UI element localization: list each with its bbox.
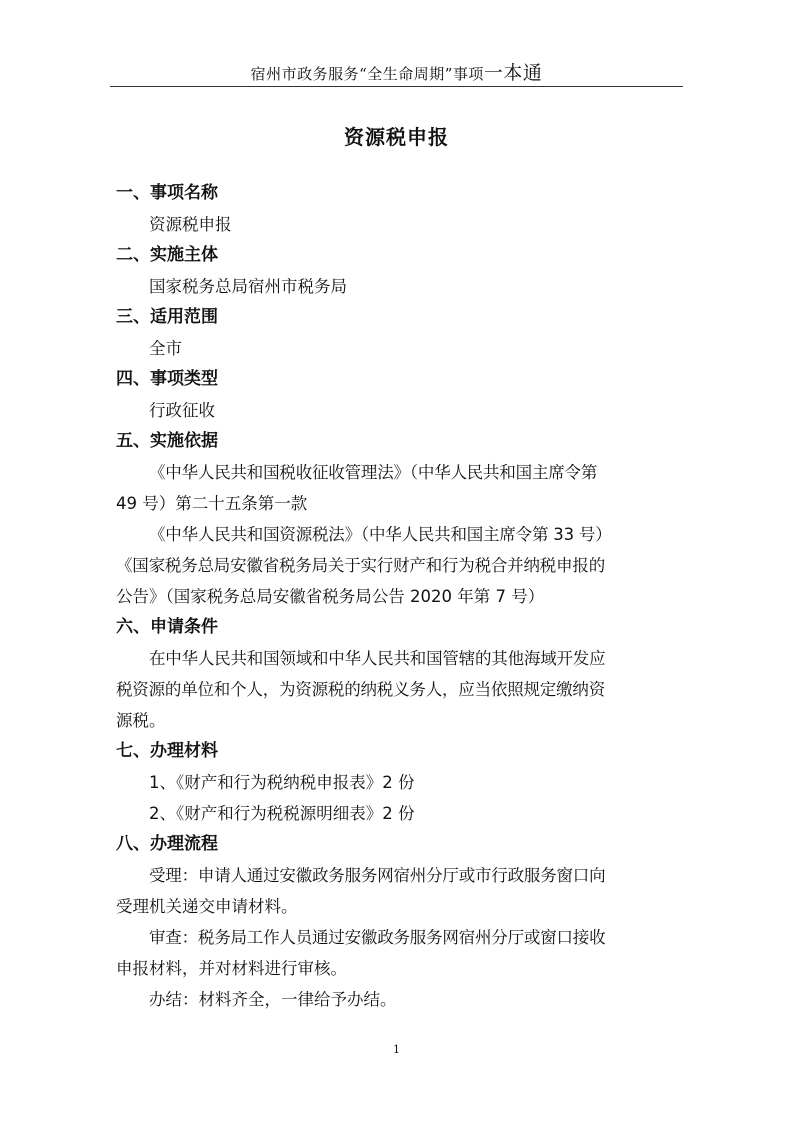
section-text: 办结：材料齐全，一律给予办结。: [149, 990, 397, 1009]
header-rule: [110, 86, 683, 87]
section-heading: 三、适用范围: [116, 307, 218, 327]
section-text: 受理：申请人通过安徽政务服务网宿州分厅或市行政服务窗口向: [149, 866, 606, 885]
section-text: 《中华人民共和国税收征收管理法》（中华人民共和国主席令第: [149, 463, 598, 482]
header-text-emphasis: 一本通: [483, 62, 543, 84]
header-text: 宿州市政务服务“全生命周期”事项: [250, 65, 484, 83]
section-heading: 二、实施主体: [116, 245, 218, 265]
section-text: 49 号）第二十五条第一款: [116, 494, 308, 513]
material-item: 2、《财产和行为税税源明细表》2 份: [149, 804, 415, 823]
section-text: 全市: [149, 339, 182, 358]
section-heading: 七、办理材料: [116, 741, 218, 761]
section-heading: 四、事项类型: [116, 369, 218, 389]
page-number: 1: [393, 1043, 400, 1056]
section-heading: 六、申请条件: [116, 617, 218, 637]
section-text: 《中华人民共和国资源税法》（中华人民共和国主席令第 33 号）: [149, 525, 612, 544]
section-text: 税资源的单位和个人，为资源税的纳税义务人，应当依照规定缴纳资: [116, 680, 606, 699]
section-text: 在中华人民共和国领域和中华人民共和国管辖的其他海域开发应: [149, 649, 606, 668]
section-text: 申报材料，并对材料进行审核。: [116, 959, 347, 978]
section-text: 源税。: [116, 711, 166, 730]
section-heading: 八、办理流程: [116, 834, 218, 854]
section-text: 审查：税务局工作人员通过安徽政务服务网宿州分厅或窗口接收: [149, 928, 606, 947]
section-heading: 一、事项名称: [116, 183, 218, 203]
section-text: 公告》（国家税务总局安徽省税务局公告 2020 年第 7 号）: [116, 587, 545, 606]
section-heading: 五、实施依据: [116, 431, 218, 451]
document-title: 资源税申报: [344, 125, 449, 149]
section-text: 国家税务总局宿州市税务局: [149, 277, 347, 296]
document-body: [116, 178, 682, 1015]
section-text: 行政征收: [149, 401, 215, 420]
material-item: 1、《财产和行为税纳税申报表》2 份: [149, 773, 415, 792]
running-header: [110, 58, 683, 85]
section-text: 受理机关递交申请材料。: [116, 897, 298, 916]
section-text: 《国家税务总局安徽省税务局关于实行财产和行为税合并纳税申报的: [116, 556, 606, 575]
section-text: 资源税申报: [149, 215, 232, 234]
